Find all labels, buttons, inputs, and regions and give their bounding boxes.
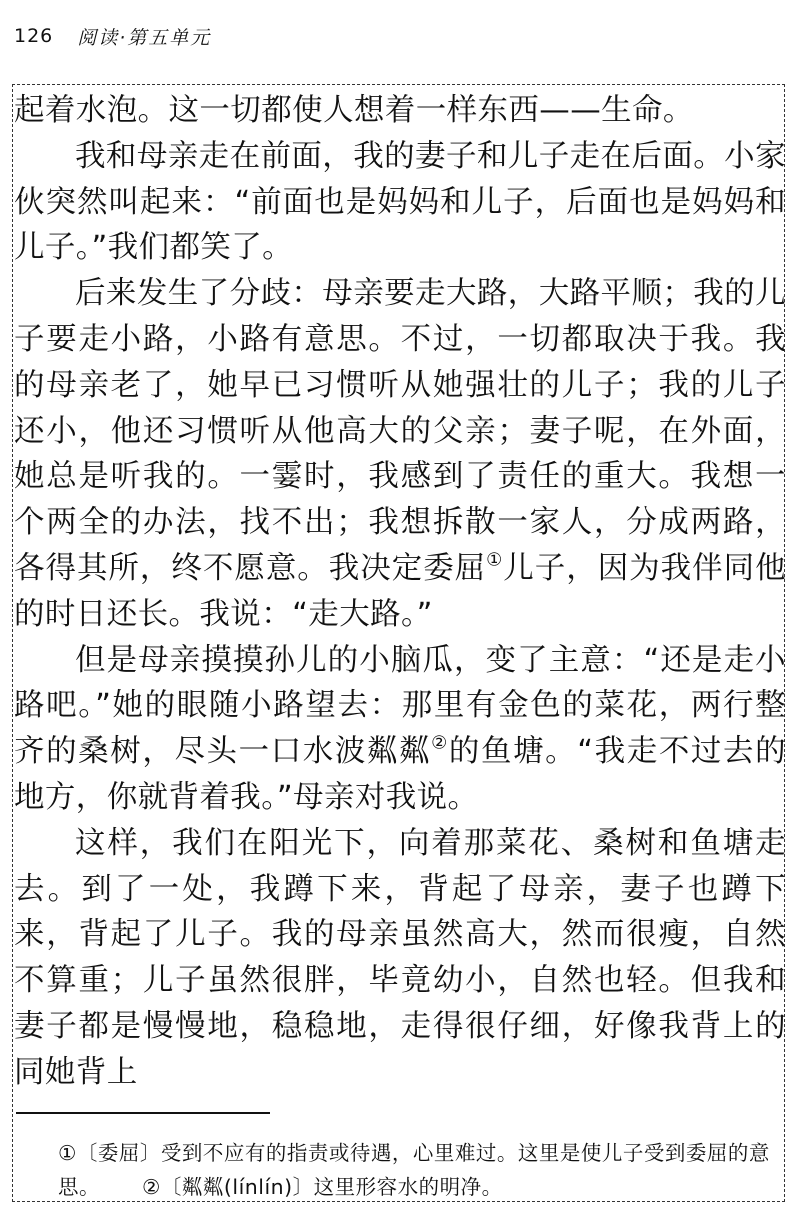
footnote-1: ①〔委屈〕受到不应有的指责或待遇，心里难过。这里是使儿子受到委屈的意思。 (58, 1141, 770, 1199)
body-text (14, 88, 786, 1096)
page-header (14, 18, 211, 54)
footnotes (58, 1136, 778, 1204)
paragraph-3 (14, 271, 786, 637)
paragraph-2: 我和母亲走在前面，我的妻子和儿子走在后面。小家伙突然叫起来：“前面也是妈妈和儿子，后面也是妈妈和儿子。”我们都笑了。 (14, 138, 786, 266)
footnote-2: ②〔粼粼(línlín)〕这里形容水的明净。 (142, 1175, 503, 1199)
page-number: 126 (14, 25, 54, 47)
paragraph-1: 起着水泡。这一切都使人想着一样东西——生命。 (14, 93, 694, 128)
footnote-divider (16, 1112, 270, 1114)
paragraph-4-text-b: 的鱼塘。“我走不过去的地方，你就背着我。”母亲对我说。 (14, 734, 787, 815)
paragraph-3-text-b: 儿子，因为我伴同他的时日还长。我说：“走大路。” (14, 550, 786, 632)
paragraph-4-text-a: 但是母亲摸摸孙儿的小脑瓜，变了主意：“还是走小路吧。”她的眼随小路望去：那里有金色的菜花，两行整齐的桑树，尽头一口水波粼粼 (14, 642, 786, 770)
footnote-ref-1: ① (486, 549, 504, 571)
paragraph-5: 这样，我们在阳光下，向着那菜花、桑树和鱼塘走去。到了一处，我蹲下来，背起了母亲，妻子也蹲下来，背起了儿子。我的母亲虽然高大，然而很瘦，自然不算重；儿子虽然很胖，毕竟幼小，自然也轻。但我和妻子都是慢慢地，稳稳地，走得很仔细，好像我背上的同她背上 (14, 825, 786, 1090)
footnote-ref-2: ② (431, 732, 449, 754)
running-title: 阅读·第五单元 (77, 26, 212, 49)
paragraph-3-text-a: 后来发生了分歧：母亲要走大路，大路平顺；我的儿子要走小路，小路有意思。不过，一切都取决于我。我的母亲老了，她早已习惯听从她强壮的儿子；我的儿子还小，他还习惯听从他高大的父亲；妻子呢，在外面，她总是听我的。一霎时，我感到了责任的重大。我想一个两全的办法，找不出；我想拆散一家人，分成两路，各得其所，终不愿意。我决定委屈 (14, 276, 786, 586)
paragraph-4 (14, 638, 786, 821)
